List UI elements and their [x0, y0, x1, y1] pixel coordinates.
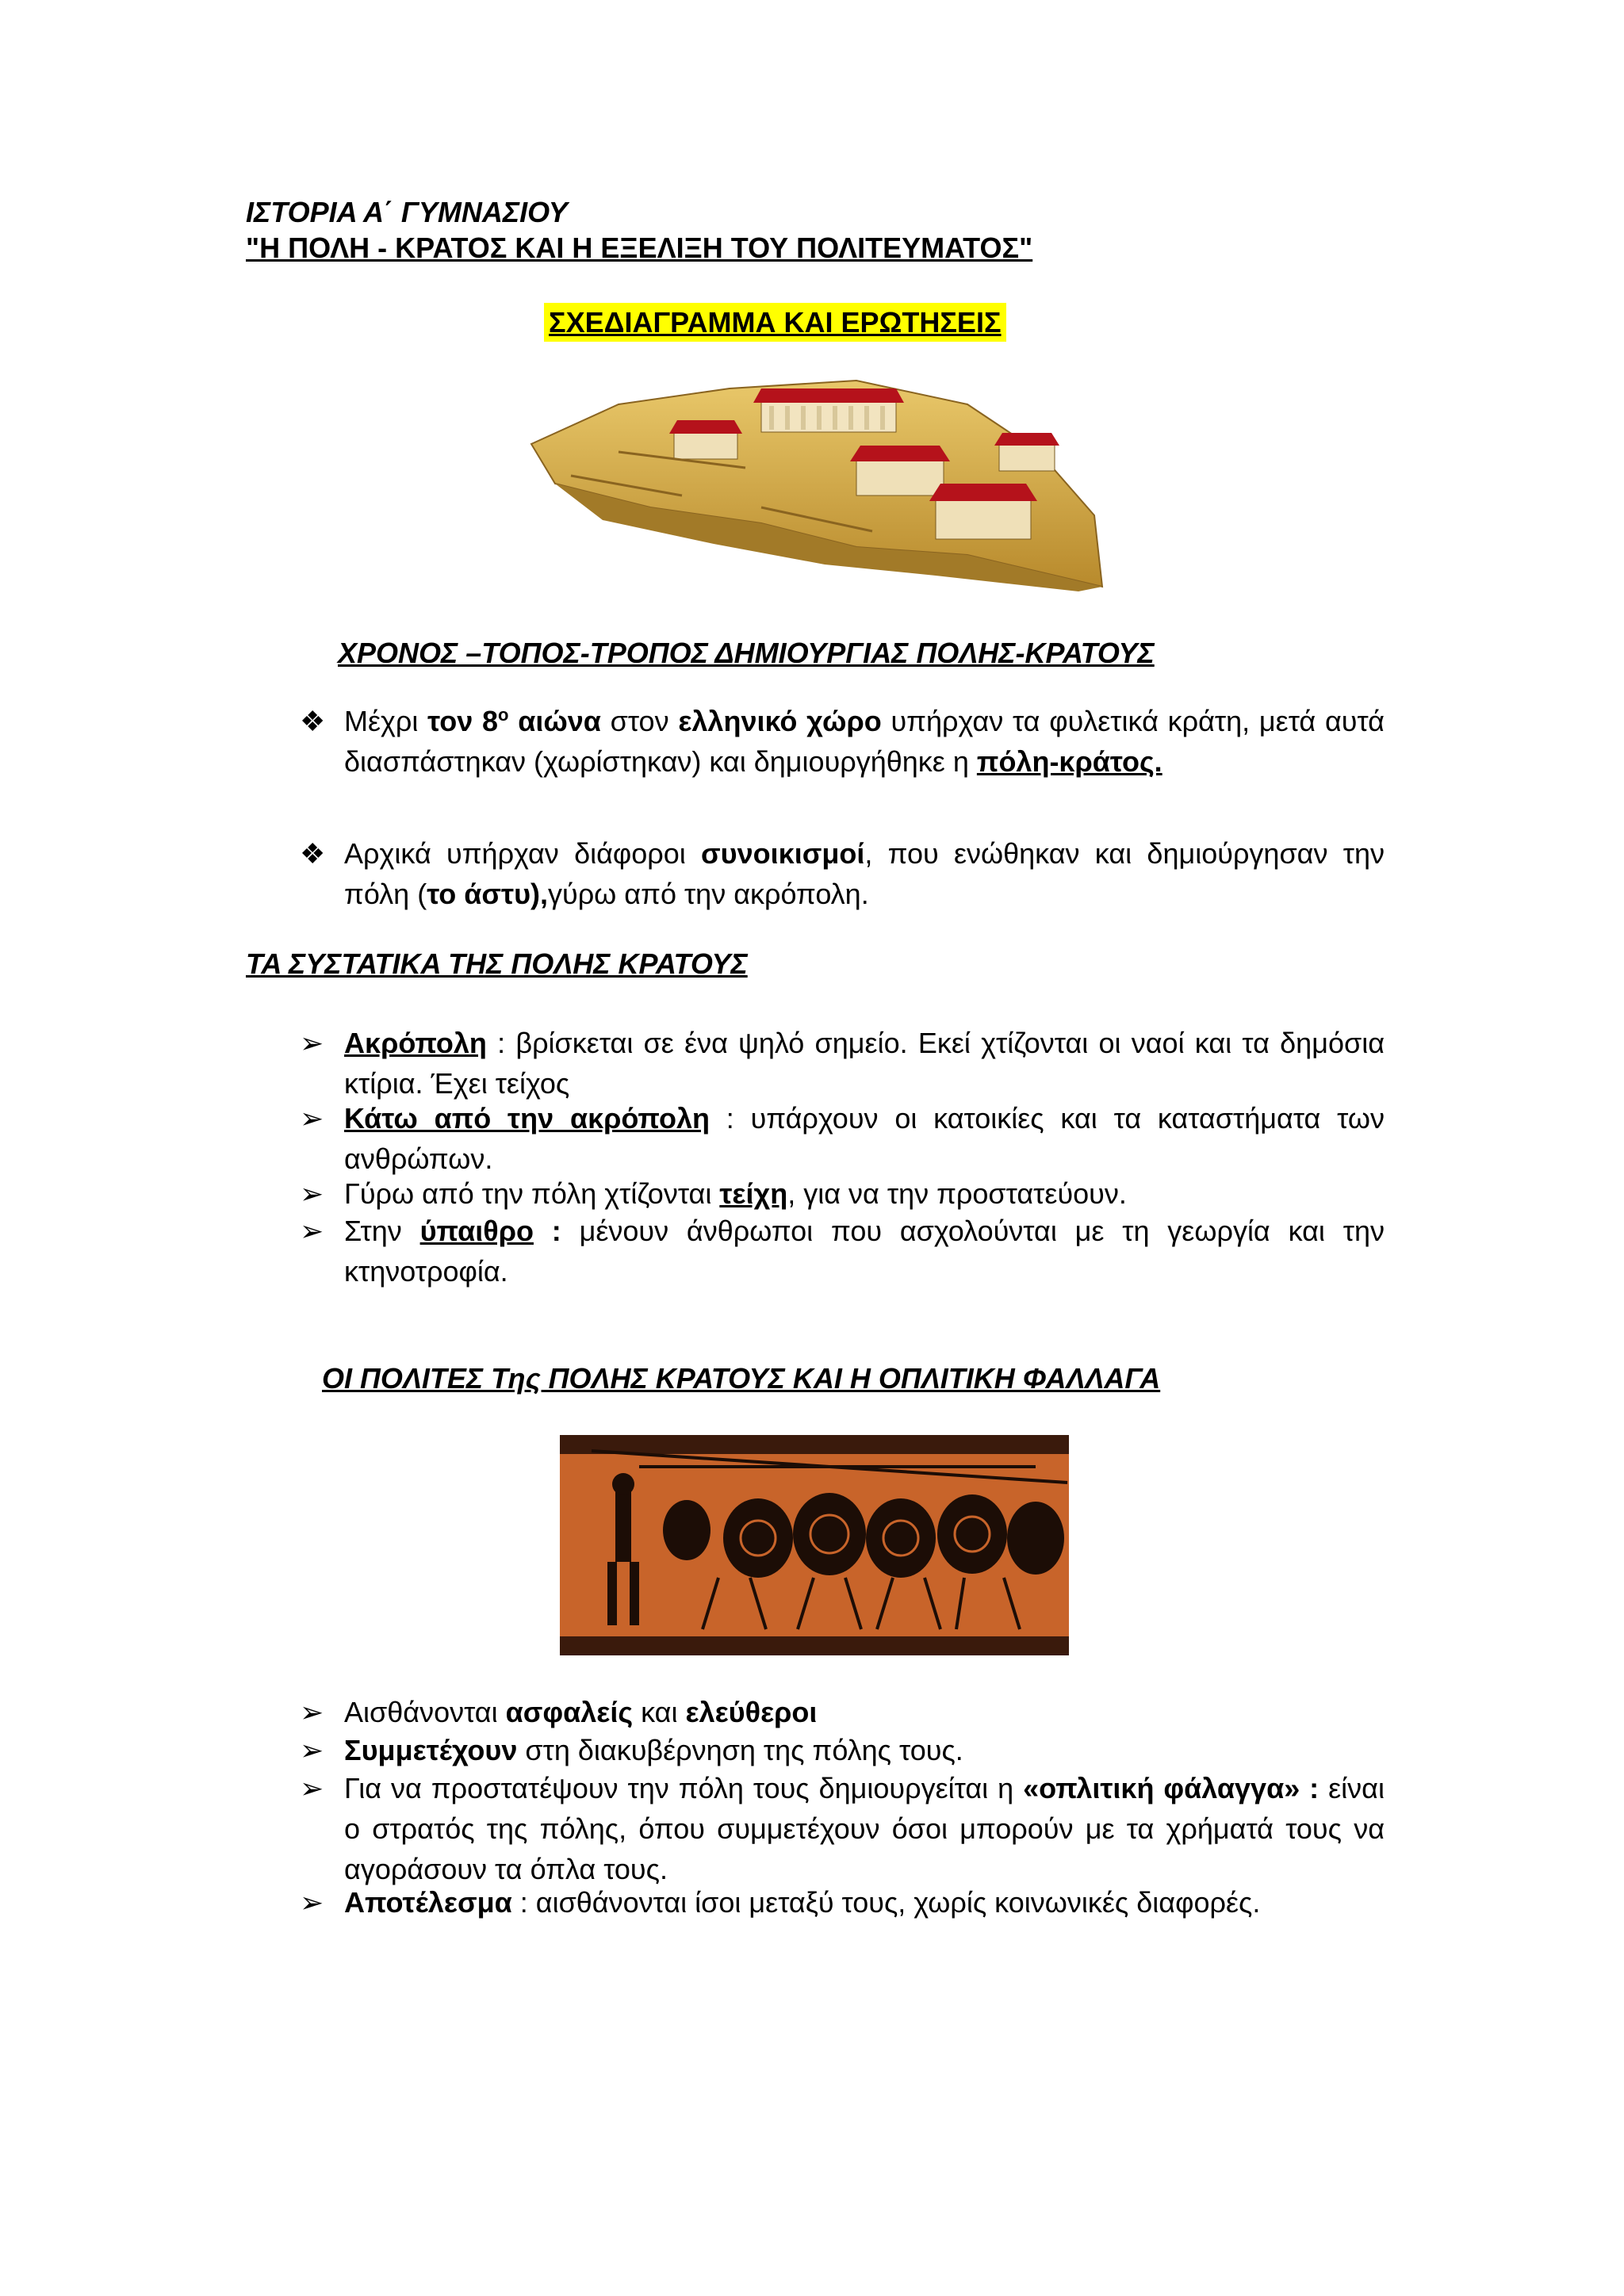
- arrow-bullet-icon: ➢: [300, 1772, 324, 1804]
- arrow-bullet-icon: ➢: [300, 1027, 324, 1059]
- bold-text: Αποτέλεσμα: [344, 1886, 512, 1919]
- bold-underlined-text: Κάτω από την ακρόπολη: [344, 1102, 710, 1135]
- list-item: [300, 1692, 1385, 1732]
- text: υπήρχαν τα φυλετικά κράτη, μετά αυτά διασπάστηκαν (χωρίστηκαν) και δημιουργήθηκε η: [344, 705, 1385, 778]
- phalanx-image: [560, 1435, 1069, 1655]
- bold-text: :: [533, 1215, 561, 1247]
- arrow-bullet-icon: ➢: [300, 1696, 324, 1728]
- text: γύρω από την ακρόπολη.: [548, 878, 869, 910]
- list-item: [300, 833, 1385, 914]
- bold-text: ελληνικό χώρο: [678, 705, 882, 737]
- diamond-bullet-icon: ❖: [300, 705, 326, 737]
- highlight-text: ΣΧΕΔΙΑΓΡΑΜΜΑ ΚΑΙ ΕΡΩΤΗΣΕΙΣ: [544, 303, 1006, 342]
- text: : αισθάνονται ίσοι μεταξύ τους, χωρίς κοινωνικές διαφορές.: [511, 1886, 1261, 1919]
- arrow-bullet-icon: ➢: [300, 1734, 324, 1766]
- bold-text: ελεύθεροι: [685, 1696, 818, 1728]
- text: είναι ο στρατός της πόλης, όπου συμμετέχουν όσοι μπορούν με τα χρήματά τους να αγοράσουν τα όπλα τους.: [344, 1772, 1385, 1885]
- text: , για να την προστατεύουν.: [787, 1177, 1127, 1210]
- text: και: [633, 1696, 686, 1728]
- text: στη διακυβέρνηση της πόλης τους.: [517, 1734, 963, 1766]
- text: Για να προστατέψουν την πόλη τους δημιουργείται η: [344, 1772, 1024, 1804]
- list-item: [300, 1173, 1385, 1214]
- arrow-bullet-icon: ➢: [300, 1177, 324, 1210]
- diamond-bullet-icon: ❖: [300, 837, 326, 870]
- acropolis-image: [523, 357, 1110, 595]
- bold-underlined-text: Ακρόπολη: [344, 1027, 487, 1059]
- list-item: [300, 1882, 1385, 1923]
- text: : βρίσκεται σε ένα ψηλό σημείο. Εκεί χτίζονται οι ναοί και τα δημόσια κτίρια. Έχει τείχος: [344, 1027, 1385, 1100]
- list-item: [300, 1768, 1385, 1889]
- text: Αρχικά υπήρχαν διάφοροι: [344, 837, 702, 870]
- text: Μέχρι: [344, 705, 428, 737]
- subject-title: ΙΣΤΟΡΙΑ Α΄ ΓΥΜΝΑΣΙΟΥ: [246, 196, 568, 228]
- list-item: [300, 1098, 1385, 1179]
- bold-underlined-text: τείχη: [719, 1177, 788, 1210]
- temple-parthenon: [753, 388, 904, 432]
- highlight-heading: [544, 306, 1006, 339]
- list-item: [300, 1211, 1385, 1292]
- section-heading-creation: ΧΡΟΝΟΣ –ΤΟΠΟΣ-ΤΡΟΠΟΣ ΔΗΜΙΟΥΡΓΙΑΣ ΠΟΛΗΣ-ΚΡΑΤΟΥΣ: [338, 637, 1155, 669]
- text: στον: [600, 705, 679, 737]
- bold-text: το άστυ),: [427, 878, 549, 910]
- bold-text: τον 8: [427, 705, 498, 737]
- list-item: [300, 701, 1385, 782]
- list-item: [300, 1730, 1385, 1770]
- arrow-bullet-icon: ➢: [300, 1102, 324, 1135]
- list-item: [300, 1023, 1385, 1104]
- bold-underlined-text: ύπαιθρο: [419, 1215, 534, 1247]
- text: μένουν άνθρωποι που ασχολούνται με τη γεωργία και την κτηνοτροφία.: [344, 1215, 1385, 1288]
- text: Αισθάνονται: [344, 1696, 506, 1728]
- text: Γύρω από την πόλη χτίζονται: [344, 1177, 720, 1210]
- bold-underlined-text: πόλη-κράτος.: [976, 745, 1162, 778]
- text: Στην: [344, 1215, 420, 1247]
- bold-text: Συμμετέχουν: [344, 1734, 518, 1766]
- bold-text: αιώνα: [508, 705, 601, 737]
- document-title: "Η ΠΟΛΗ - ΚΡΑΤΟΣ ΚΑΙ Η ΕΞΕΛΙΞΗ ΤΟΥ ΠΟΛΙΤΕΥΜΑΤΟΣ": [246, 232, 1033, 264]
- bold-text: «οπλιτική φάλαγγα» :: [1023, 1772, 1320, 1804]
- text: : υπάρχουν οι κατοικίες και τα καταστήματα των ανθρώπων.: [344, 1102, 1385, 1175]
- bold-text: συνοικισμοί: [701, 837, 865, 870]
- arrow-bullet-icon: ➢: [300, 1215, 324, 1247]
- section-heading-citizens: ΟΙ ΠΟΛΙΤΕΣ Της ΠΟΛΗΣ ΚΡΑΤΟΥΣ ΚΑΙ Η ΟΠΛΙΤΙΚΗ ΦΑΛΛΑΓΑ: [322, 1362, 1161, 1395]
- text: , που ενώθηκαν και δημιούργησαν την πόλη (: [344, 837, 1385, 910]
- bold-text: ασφαλείς: [505, 1696, 634, 1728]
- superscript: ο: [498, 705, 509, 725]
- arrow-bullet-icon: ➢: [300, 1886, 324, 1919]
- section-heading-components: ΤΑ ΣΥΣΤΑΤΙΚΑ ΤΗΣ ΠΟΛΗΣ ΚΡΑΤΟΥΣ: [246, 947, 748, 980]
